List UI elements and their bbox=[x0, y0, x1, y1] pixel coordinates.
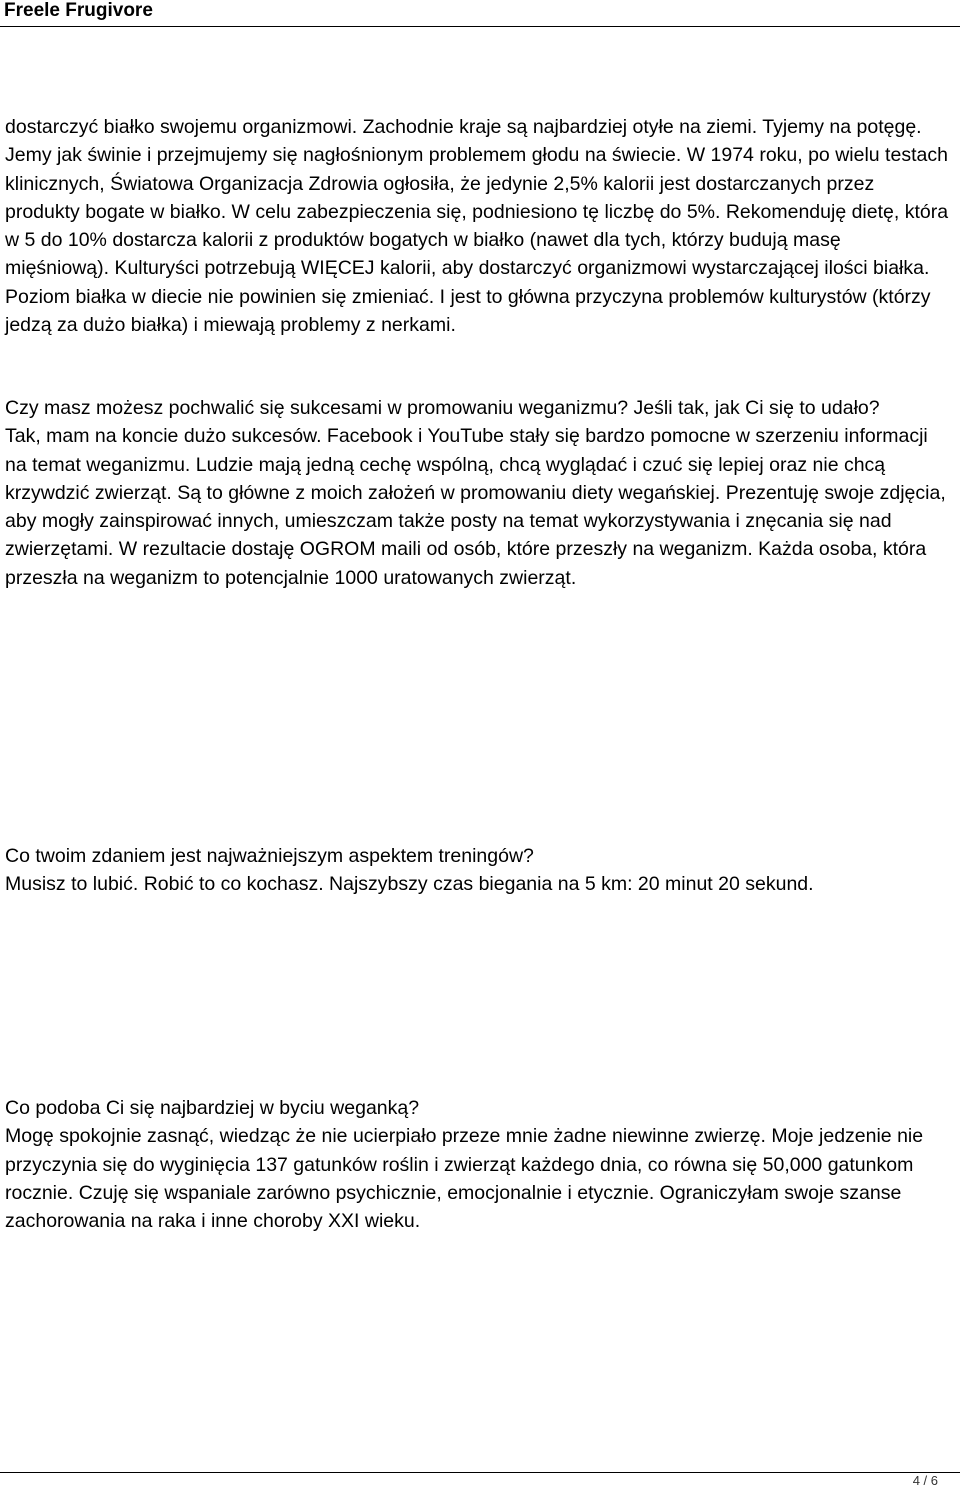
footer-divider bbox=[0, 1472, 960, 1473]
paragraph-veganism-promotion: Czy masz możesz pochwalić się sukcesami w promowaniu weganizmu? Jeśli tak, jak Ci się to udało? Tak, mam na koncie dużo sukcesów. Facebook i YouTube stały się bardzo pomocne w szerzeniu informacji na temat weganizmu. Ludzie mają jedną cechę wspólną, chcą wyglądać i czuć się lepiej oraz nie chcą krzywdzić zwierząt. Są to główne z moich założeń w promowaniu diety wegańskiej. Prezentuję swoje zdjęcia, aby mogły zainspirować innych, umieszczam także posty na temat wykorzystywania i znęcania się nad zwierzętami. W rezultacie dostaję OGROM maili od osób, które przeszły na weganizm. Każda osoba, która przeszła na weganizm to potencjalnie 1000 uratowanych zwierząt. bbox=[5, 397, 946, 589]
page-number: 4 / 6 bbox=[912, 1473, 938, 1488]
paragraph-protein: dostarczyć białko swojemu organizmowi. Zachodnie kraje są najbardziej otyłe na ziemi. Tyjemy na potęgę. Jemy jak świnie i przejmujemy się nagłośnionym problemem głodu na świecie. W 1974 roku, po wielu testach klinicznych, Światowa Organizacja Zdrowia ogłosiła, że jedynie 2,5% kalorii jest dostarczanych przez produkty bogate w białko. W celu zabezpieczenia się, podniesiono tę liczbę do 5%. Rekomenduję dietę, która w 5 do 10% dostarcza kalorii z produktów bogatych w białko (nawet dla tych, którzy budują masę mięśniową). Kulturyści potrzebują WIĘCEJ kalorii, aby dostarczyć organizmowi wystarczającej ilości białka. Poziom białka w diecie nie powinien się zmieniać. I jest to główna przyczyna problemów kulturystów (którzy jedzą za dużo białka) i miewają problemy z nerkami. bbox=[5, 116, 949, 337]
paragraph-vegan-life: Co podoba Ci się najbardziej w byciu weganką? Mogę spokojnie zasnąć, wiedząc że nie ucierpiało przeze mnie żadne niewinne zwierzę. Moje jedzenie nie przyczynia się do wyginięcia 137 gatunków roślin i zwierząt każdego dnia, co równa się 50,000 gatunkom rocznie. Czuję się wspaniale zarówno psychicznie, emocjonalnie i etycznie. Ograniczyłam swoje szanse zachorowania na raka i inne choroby XXI wieku. bbox=[5, 1097, 924, 1233]
page-header bbox=[0, 0, 960, 27]
paragraph-training: Co twoim zdaniem jest najważniejszym aspektem treningów? Musisz to lubić. Robić to co kochasz. Najszybszy czas biegania na 5 km: 20 minut 20 sekund. bbox=[5, 845, 814, 896]
document-title: Freele Frugivore bbox=[4, 0, 153, 21]
